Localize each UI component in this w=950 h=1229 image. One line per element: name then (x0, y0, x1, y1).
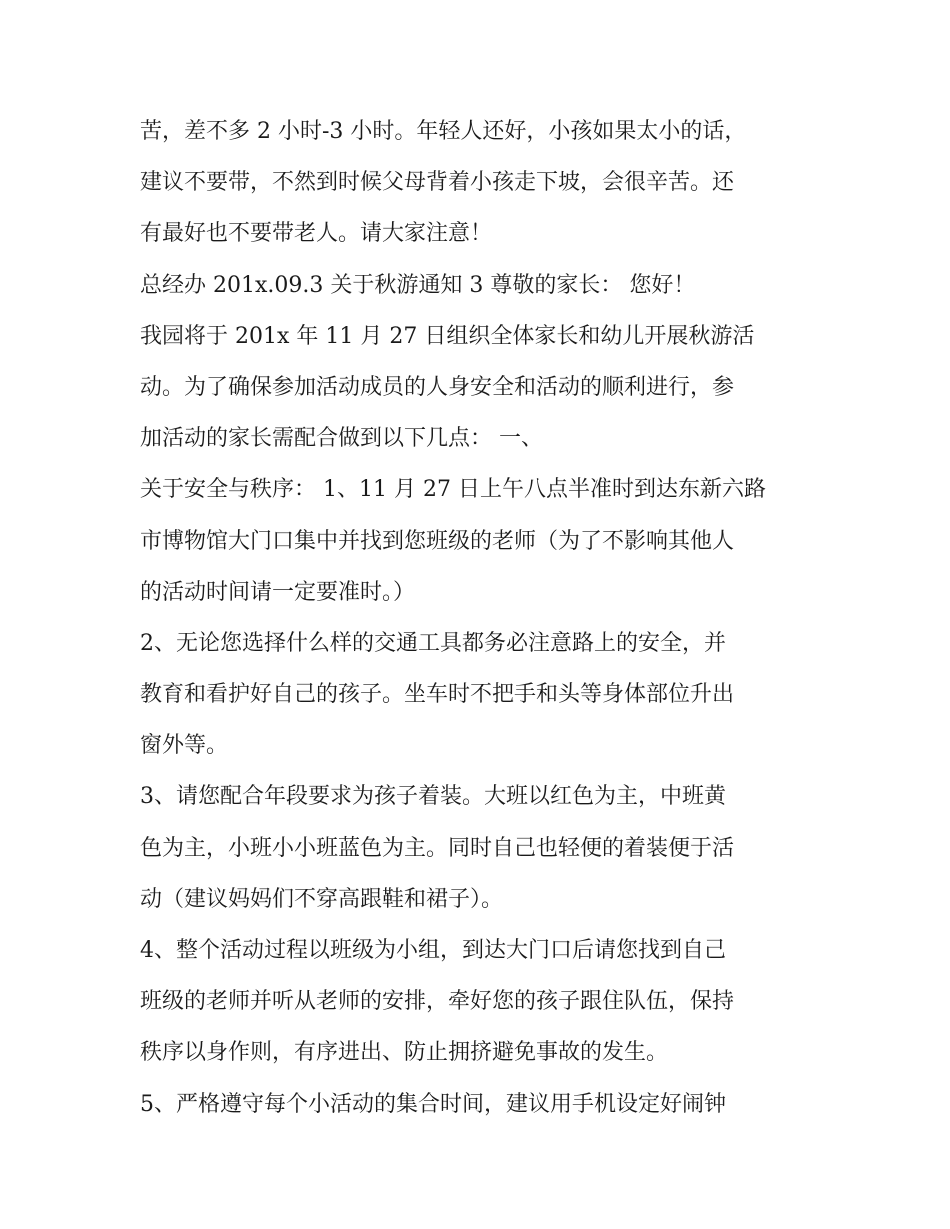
text-line: 窗外等。 (140, 733, 229, 759)
text-line: 色为主，小班小小班蓝色为主。同时自己也轻便的着装便于活 (140, 835, 735, 861)
text-line: 我园将于 201x 年 11 月 27 日组织全体家长和幼儿开展秋游活 (140, 323, 755, 349)
text-line: 2、无论您选择什么样的交通工具都务必注意路上的安全，并 (140, 630, 726, 656)
text-line: 市博物馆大门口集中并找到您班级的老师（为了不影响其他人 (140, 528, 735, 554)
text-line: 的活动时间请一定要准时。） (140, 579, 416, 605)
text-line: 有最好也不要带老人。请大家注意！ (140, 221, 493, 247)
document-body (140, 106, 820, 1130)
text-line: 动。为了确保参加活动成员的人身安全和活动的顺利进行，参 (140, 374, 735, 400)
text-line: 苦，差不多 2 小时-3 小时。年轻人还好，小孩如果太小的话， (140, 119, 747, 144)
text-line: 关于安全与秩序： 1、11 月 27 日上午八点半准时到达东新六路 (140, 477, 766, 503)
text-line: 动（建议妈妈们不穿高跟鞋和裙子）。 (140, 886, 504, 912)
text-line: 总经办 201x.09.3 关于秋游通知 3 尊敬的家长： 您好！ (140, 272, 696, 298)
text-line: 加活动的家长需配合做到以下几点： 一、 (140, 426, 543, 452)
text-line: 建议不要带，不然到时候父母背着小孩走下坡，会很辛苦。还 (140, 170, 735, 196)
text-line: 3、请您配合年段要求为孩子着装。大班以红色为主，中班黄 (140, 784, 726, 810)
text-line: 5、严格遵守每个小活动的集合时间，建议用手机设定好闹钟 (140, 1091, 726, 1117)
text-line: 4、整个活动过程以班级为小组，到达大门口后请您找到自己 (140, 938, 726, 963)
text-line: 秩序以身作则，有序进出、防止拥挤避免事故的发生。 (140, 1040, 669, 1066)
text-line: 教育和看护好自己的孩子。坐车时不把手和头等身体部位升出 (140, 682, 735, 708)
text-line: 班级的老师并听从老师的安排，牵好您的孩子跟住队伍，保持 (140, 989, 735, 1015)
